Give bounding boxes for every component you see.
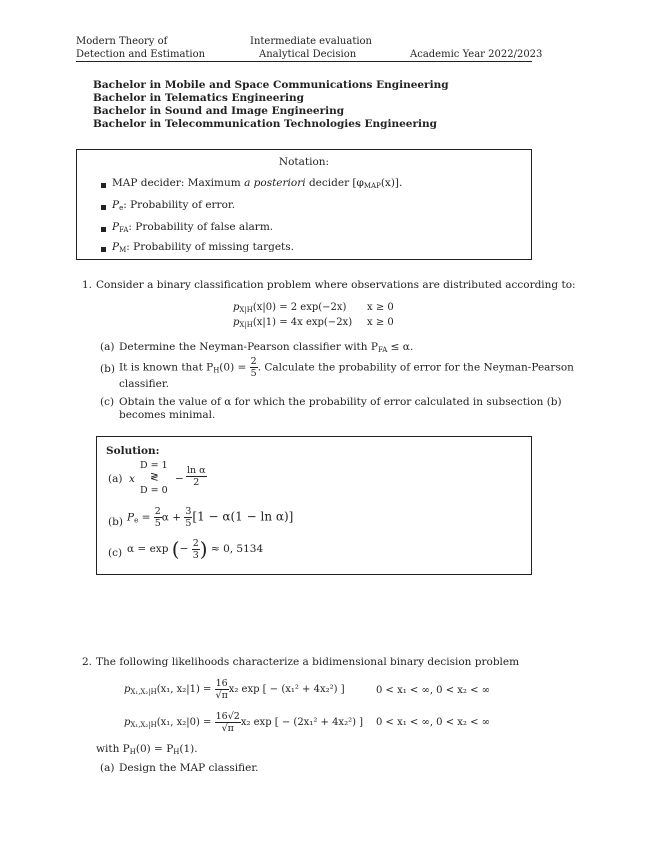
sol-a-bot: D = 0 bbox=[140, 485, 168, 496]
question-2-number: 2. bbox=[82, 656, 93, 668]
q1-cond-1: x ≥ 0 bbox=[367, 317, 394, 328]
sol-a-frac: $\frac{\text{ln α}}{2}$ bbox=[187, 465, 206, 488]
q2-domain-1: 0 < x₁ < ∞, 0 < x₂ < ∞ bbox=[376, 685, 490, 696]
question-2-intro: The following likelihoods characterize a bidimensional binary decision problem bbox=[96, 656, 520, 668]
notation-title: Notation: bbox=[278, 156, 330, 168]
q2-domain-0: 0 < x₁ < ∞, 0 < x₂ < ∞ bbox=[376, 717, 490, 728]
bullet-icon bbox=[101, 227, 106, 232]
q1-b-label: (b) bbox=[100, 363, 115, 375]
sol-a-rel: ≷ bbox=[150, 471, 159, 483]
question-1-number: 1. bbox=[82, 279, 93, 291]
sol-b-eq: $P_e$ = $\frac{2}{5}$ α + $\frac{3}{5}$ [1 − α(1 − ln α)] bbox=[127, 506, 294, 529]
course-title: Modern Theory of Detection and Estimation bbox=[76, 36, 206, 60]
q1-a-text: Determine the Neyman-Pearson classifier with $P_{FA} \le \alpha$. bbox=[119, 341, 414, 354]
q1-a-label: (a) bbox=[100, 341, 115, 353]
notation-pm: $P_M$: Probability of missing targets. bbox=[112, 241, 294, 254]
q1-pdf-0: $p_{X|H}(x|0) = 2$ exp(−2x) bbox=[233, 302, 347, 314]
q1-c-label: (c) bbox=[100, 396, 115, 408]
notation-map: MAP decider: Maximum a posteriori decider $[\varphi_{MAP}(x)]$. bbox=[112, 177, 403, 190]
q1-c-text-cont: becomes minimal. bbox=[119, 409, 216, 421]
solution-title: Solution: bbox=[106, 445, 160, 457]
notation-box bbox=[76, 149, 532, 260]
q2-a-label: (a) bbox=[100, 762, 115, 774]
q2-likelihood-0: $p_{X_1,X_2|H}(x_1$, x₂|0) = $\frac{16√2}{√\pi}$ x₂ exp [ − (2x₁² + 4x₂²) ] bbox=[124, 711, 364, 734]
bullet-icon bbox=[101, 205, 106, 210]
notation-pfa: $P_{FA}$: Probability of false alarm. bbox=[112, 221, 274, 234]
q1-pdf-1: $p_{X|H}(x|1) = 4x$ exp(−2x) bbox=[233, 317, 353, 329]
q1-b-text-cont: classifier. bbox=[119, 378, 170, 390]
sol-a-minus: − bbox=[175, 473, 184, 485]
degree-1: Bachelor in Mobile and Space Communications Engineering bbox=[93, 79, 449, 91]
sol-b-label: (b) bbox=[108, 516, 123, 528]
sol-a-top: D = 1 bbox=[140, 460, 168, 471]
academic-year: Academic Year 2022/2023 bbox=[410, 49, 543, 60]
q1-b-text: It is known that $P_H(0)$ = $\frac{2}{5}$ . Calculate the probability of error for the Neyman-Pearson bbox=[119, 356, 574, 379]
header-rule bbox=[76, 61, 532, 62]
sol-c-label: (c) bbox=[108, 547, 123, 559]
degree-2: Bachelor in Telematics Engineering bbox=[93, 92, 304, 104]
q1-cond-0: x ≥ 0 bbox=[367, 302, 394, 313]
notation-pe: $P_e$: Probability of error. bbox=[112, 199, 236, 212]
q1-c-text: Obtain the value of α for which the probability of error calculated in subsection (b) bbox=[119, 396, 562, 408]
question-1-intro: Consider a binary classification problem where observations are distributed according to: bbox=[96, 279, 576, 291]
degree-4: Bachelor in Telecommunication Technologies Engineering bbox=[93, 118, 437, 130]
q2-a-text: Design the MAP classifier. bbox=[119, 762, 259, 774]
bullet-icon bbox=[101, 183, 106, 188]
bullet-icon bbox=[101, 247, 106, 252]
solution-box bbox=[96, 436, 532, 575]
sol-a-x: x bbox=[129, 473, 135, 485]
q2-prior: with $P_H(0) = P_H(1)$. bbox=[96, 743, 198, 756]
evaluation-title: Intermediate evaluation Analytical Decision bbox=[250, 36, 372, 60]
sol-a-label: (a) bbox=[108, 473, 123, 485]
q2-likelihood-1: $p_{X_1,X_2|H}(x_1$, x₂|1) = $\frac{16}{√\pi}$ x₂ exp [ − (x₁² + 4x₂²) ] bbox=[124, 678, 345, 701]
degree-3: Bachelor in Sound and Image Engineering bbox=[93, 105, 345, 117]
sol-c-eq: α = exp (− $\frac{2}{3}$ ) ≈ 0, 5134 bbox=[127, 537, 264, 561]
